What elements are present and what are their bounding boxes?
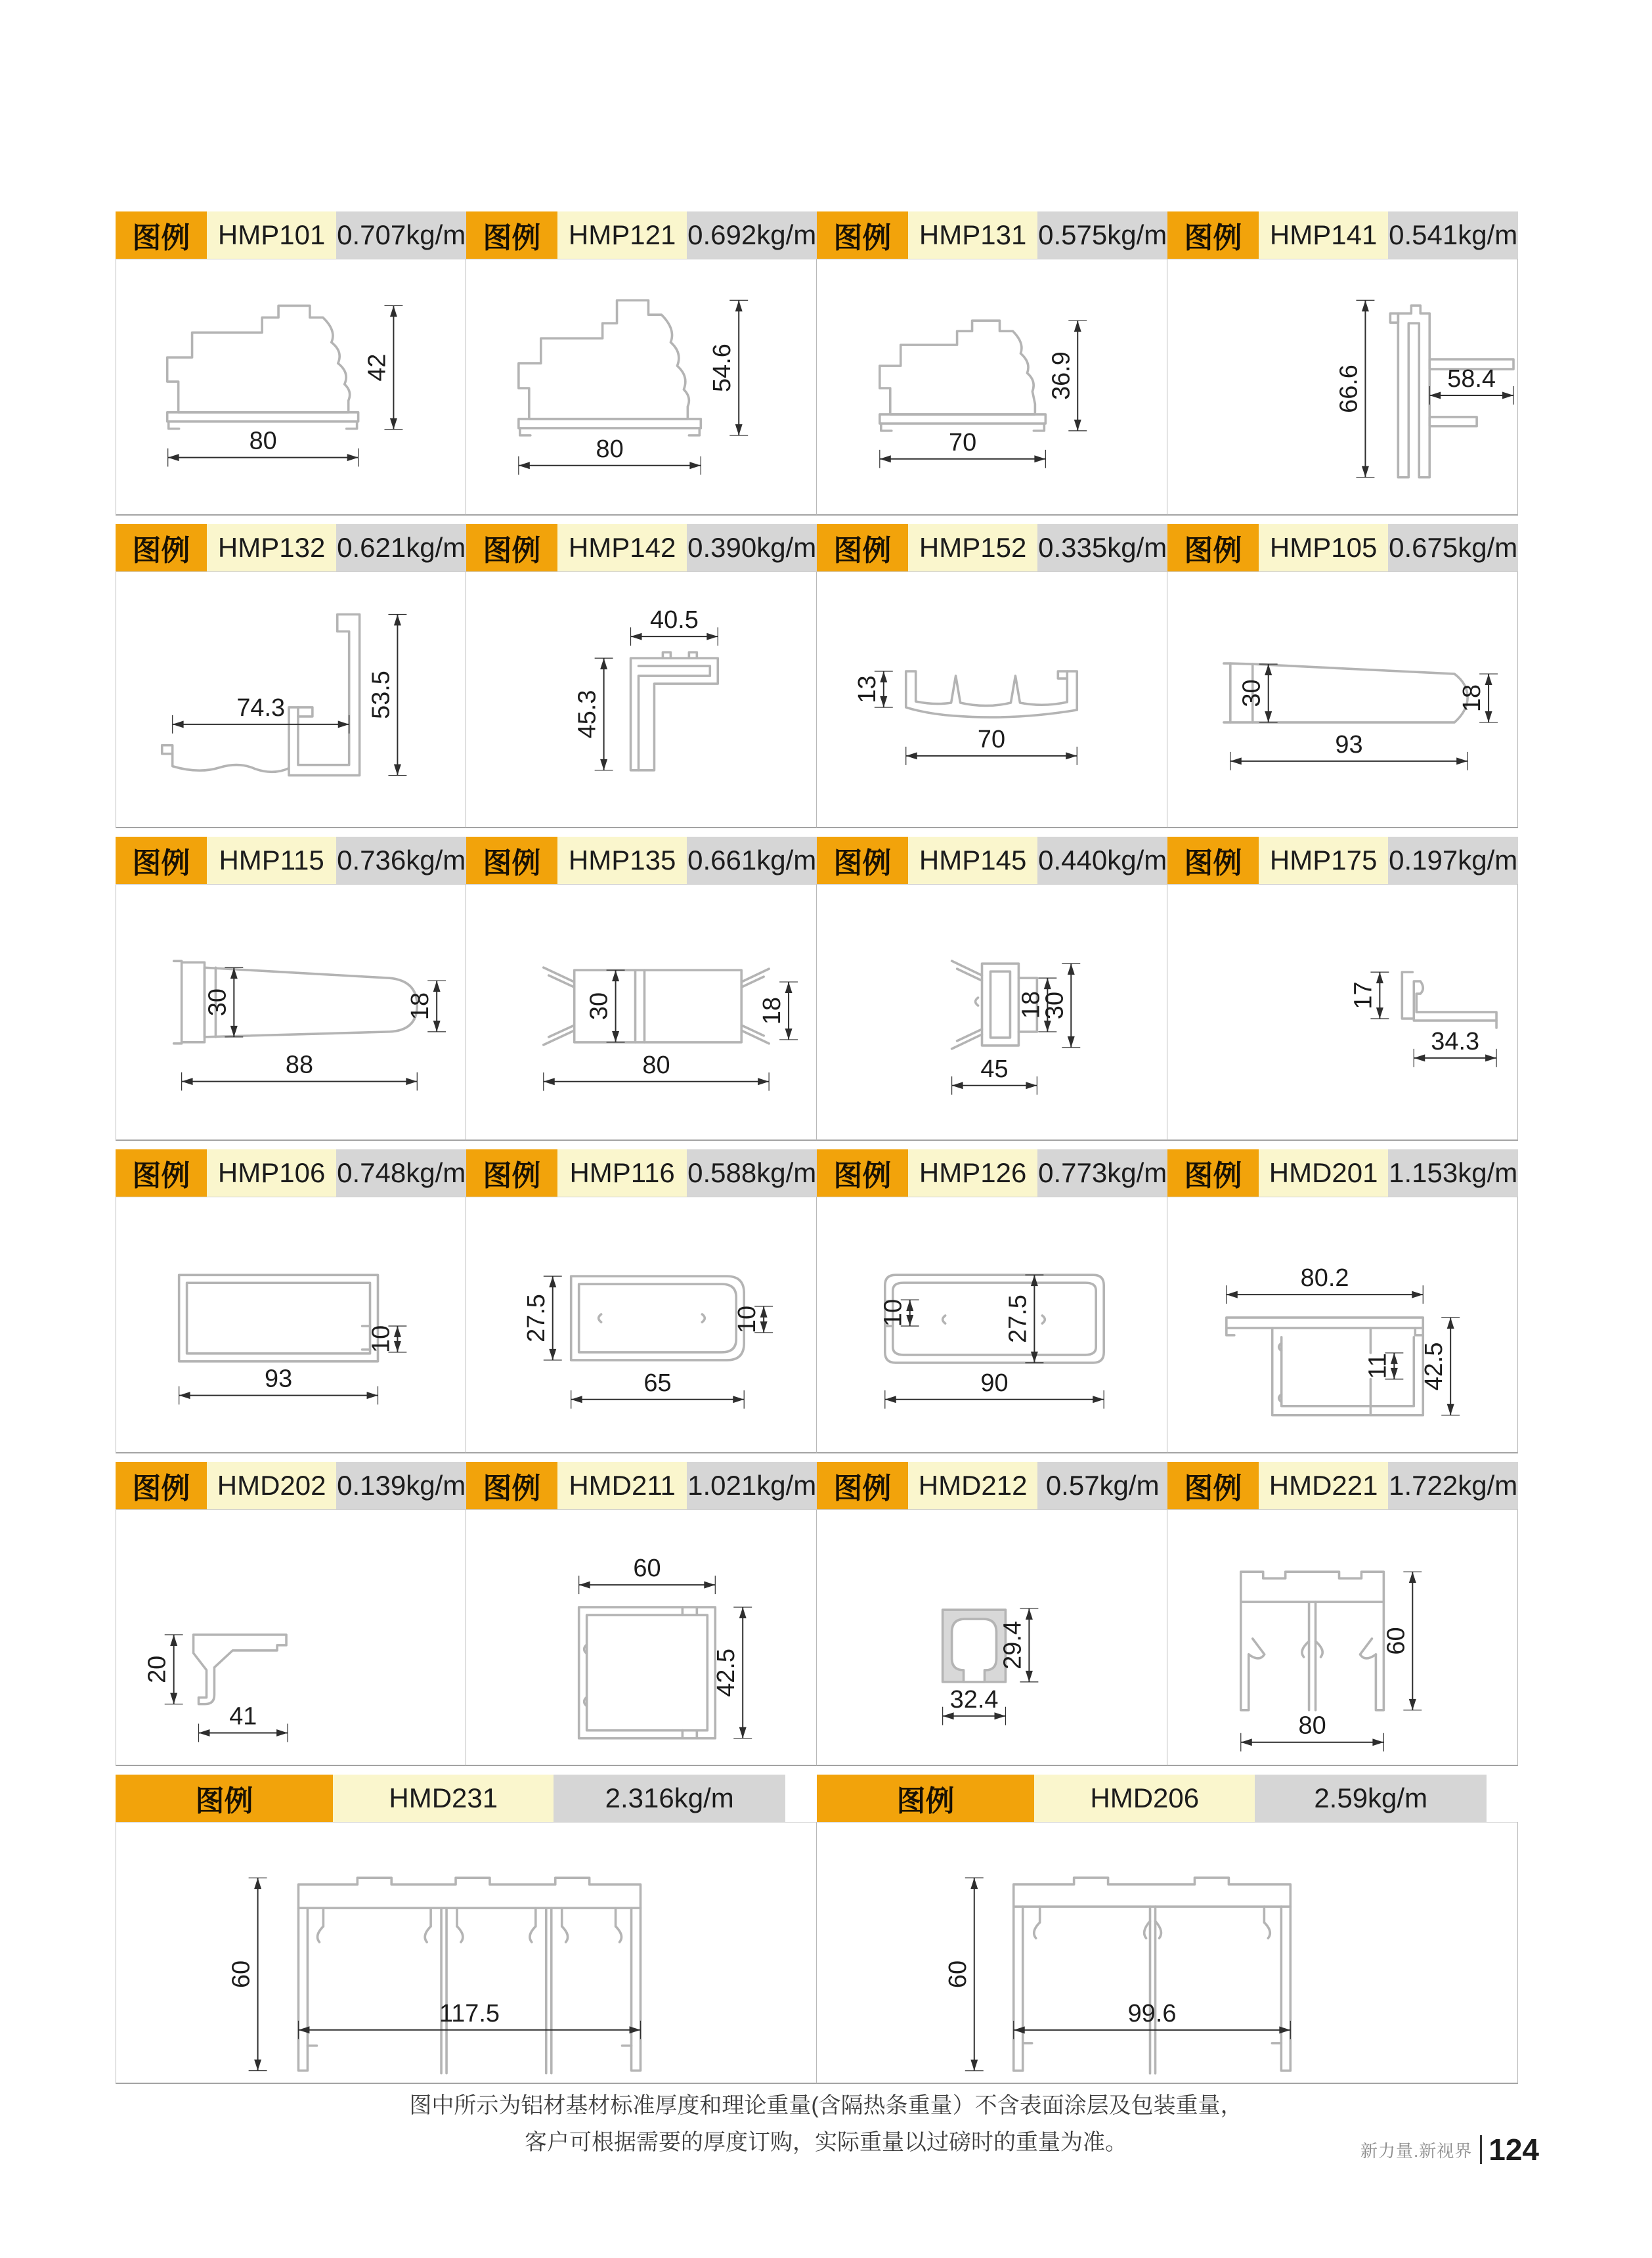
profile-cell-HMD202 bbox=[116, 1462, 466, 1766]
svg-text:11: 11 bbox=[1364, 1353, 1392, 1379]
profile-weight: 0.748kg/m bbox=[336, 1149, 466, 1197]
profile-code: HMP175 bbox=[1259, 837, 1389, 884]
svg-text:65: 65 bbox=[643, 1369, 672, 1397]
profile-weight: 0.773kg/m bbox=[1037, 1149, 1167, 1197]
svg-text:30: 30 bbox=[204, 988, 232, 1017]
svg-text:117.5: 117.5 bbox=[439, 1999, 500, 2027]
svg-text:10: 10 bbox=[367, 1325, 395, 1353]
svg-text:27.5: 27.5 bbox=[1004, 1295, 1032, 1343]
footer-divider-icon bbox=[1480, 2135, 1482, 2164]
profile-table bbox=[116, 211, 1518, 2092]
profile-drawing-area bbox=[116, 884, 466, 1141]
profile-drawing-area bbox=[116, 571, 466, 828]
profile-code: HMD212 bbox=[908, 1462, 1038, 1509]
profile-header bbox=[1167, 1149, 1518, 1197]
profile-drawing-area bbox=[116, 1822, 817, 2084]
svg-text:32.4: 32.4 bbox=[949, 1685, 999, 1714]
legend-label: 图例 bbox=[817, 1462, 908, 1509]
profile-cell-HMD212 bbox=[817, 1462, 1167, 1766]
svg-text:54.6: 54.6 bbox=[708, 343, 737, 392]
profile-header bbox=[116, 524, 466, 571]
profile-drawing-area bbox=[817, 1822, 1518, 2084]
profile-header bbox=[1167, 1462, 1518, 1509]
profile-weight: 1.153kg/m bbox=[1388, 1149, 1518, 1197]
legend-label: 图例 bbox=[116, 1149, 207, 1197]
legend-label: 图例 bbox=[116, 211, 207, 259]
svg-text:93: 93 bbox=[265, 1365, 293, 1393]
svg-text:13: 13 bbox=[853, 675, 881, 703]
profile-weight: 2.59kg/m bbox=[1255, 1775, 1486, 1822]
profile-cell-HMD211 bbox=[466, 1462, 817, 1766]
profile-code: HMD202 bbox=[207, 1462, 337, 1509]
profile-code: HMP135 bbox=[557, 837, 687, 884]
svg-text:30: 30 bbox=[1041, 991, 1069, 1020]
profile-cell-HMP115 bbox=[116, 837, 466, 1141]
legend-label: 图例 bbox=[466, 837, 557, 884]
svg-text:99.6: 99.6 bbox=[1127, 1999, 1177, 2027]
profile-code: HMP126 bbox=[908, 1149, 1038, 1197]
legend-label: 图例 bbox=[817, 1149, 908, 1197]
profile-weight: 0.390kg/m bbox=[687, 524, 817, 571]
svg-text:30: 30 bbox=[585, 992, 613, 1021]
svg-text:45: 45 bbox=[980, 1055, 1009, 1083]
profile-cell-HMD206 bbox=[817, 1775, 1518, 2084]
profile-header bbox=[116, 1775, 817, 1822]
profile-drawing-HMD201 bbox=[1167, 1197, 1517, 1452]
profile-header bbox=[817, 1149, 1167, 1197]
profile-code: HMP145 bbox=[908, 837, 1038, 884]
profile-weight: 0.588kg/m bbox=[687, 1149, 817, 1197]
profile-weight: 1.021kg/m bbox=[687, 1462, 817, 1509]
profile-drawing-area bbox=[1167, 884, 1518, 1141]
profile-drawing-area bbox=[466, 1197, 817, 1453]
profile-drawing-HMP105 bbox=[1167, 572, 1517, 827]
svg-text:10: 10 bbox=[879, 1298, 907, 1327]
profile-drawing-area bbox=[466, 259, 817, 516]
footnote-line2: 客户可根据需要的厚度订购，实际重量以过磅时的重量为准。 bbox=[525, 2130, 1127, 2155]
svg-text:18: 18 bbox=[406, 992, 435, 1021]
profile-weight: 0.675kg/m bbox=[1388, 524, 1518, 571]
profile-cell-HMD201 bbox=[1167, 1149, 1518, 1453]
profile-drawing-HMP152 bbox=[817, 572, 1167, 827]
profile-drawing-HMP132 bbox=[116, 572, 466, 827]
profile-code: HMP142 bbox=[557, 524, 687, 571]
profile-header bbox=[466, 211, 817, 259]
profile-code: HMD231 bbox=[333, 1775, 554, 1822]
profile-code: HMP105 bbox=[1259, 524, 1389, 571]
legend-label: 图例 bbox=[1167, 524, 1259, 571]
profile-drawing-area bbox=[817, 1509, 1167, 1766]
legend-label: 图例 bbox=[116, 524, 207, 571]
svg-text:10: 10 bbox=[733, 1305, 762, 1334]
svg-text:42.5: 42.5 bbox=[712, 1649, 741, 1697]
profile-drawing-HMP126 bbox=[817, 1197, 1167, 1452]
legend-label: 图例 bbox=[1167, 1462, 1259, 1509]
profile-weight: 1.722kg/m bbox=[1388, 1462, 1518, 1509]
svg-text:34.3: 34.3 bbox=[1431, 1027, 1480, 1055]
svg-text:42.5: 42.5 bbox=[1420, 1342, 1448, 1391]
profile-row bbox=[116, 211, 1518, 516]
svg-text:45.3: 45.3 bbox=[573, 690, 601, 739]
profile-code: HMP121 bbox=[557, 211, 687, 259]
profile-drawing-area bbox=[1167, 1197, 1518, 1453]
profile-weight: 0.736kg/m bbox=[336, 837, 466, 884]
profile-header bbox=[817, 211, 1167, 259]
profile-drawing-area bbox=[817, 1197, 1167, 1453]
profile-drawing-area bbox=[1167, 1509, 1518, 1766]
legend-label: 图例 bbox=[466, 211, 557, 259]
profile-code: HMD201 bbox=[1259, 1149, 1389, 1197]
legend-label: 图例 bbox=[1167, 837, 1259, 884]
profile-drawing-area bbox=[817, 884, 1167, 1141]
profile-drawing-area bbox=[1167, 259, 1518, 516]
svg-text:60: 60 bbox=[944, 1960, 972, 1989]
profile-drawing-HMD202 bbox=[116, 1510, 466, 1765]
header-filler bbox=[1487, 1775, 1518, 1822]
svg-text:60: 60 bbox=[1382, 1627, 1410, 1655]
svg-text:70: 70 bbox=[977, 725, 1006, 753]
profile-drawing-HMP121 bbox=[466, 259, 816, 514]
svg-text:53.5: 53.5 bbox=[367, 671, 395, 719]
profile-drawing-area bbox=[116, 1509, 466, 1766]
legend-label: 图例 bbox=[817, 524, 908, 571]
profile-code: HMP132 bbox=[207, 524, 337, 571]
svg-text:80: 80 bbox=[642, 1051, 670, 1079]
profile-drawing-area bbox=[116, 259, 466, 516]
profile-drawing-HMP145 bbox=[817, 885, 1167, 1140]
svg-text:29.4: 29.4 bbox=[999, 1621, 1027, 1670]
svg-text:90: 90 bbox=[980, 1369, 1009, 1397]
profile-header bbox=[1167, 837, 1518, 884]
svg-text:74.3: 74.3 bbox=[236, 694, 286, 722]
profile-weight: 0.541kg/m bbox=[1388, 211, 1518, 259]
profile-drawing-area bbox=[817, 259, 1167, 516]
profile-code: HMP131 bbox=[908, 211, 1038, 259]
profile-header bbox=[466, 1462, 817, 1509]
profile-cell-HMP135 bbox=[466, 837, 817, 1141]
legend-label: 图例 bbox=[1167, 1149, 1259, 1197]
profile-code: HMP101 bbox=[207, 211, 337, 259]
profile-drawing-HMP175 bbox=[1167, 885, 1517, 1140]
profile-weight: 0.661kg/m bbox=[687, 837, 817, 884]
profile-header bbox=[1167, 524, 1518, 571]
svg-text:80: 80 bbox=[249, 427, 277, 455]
profile-weight: 0.621kg/m bbox=[336, 524, 466, 571]
profile-drawing-area bbox=[466, 884, 817, 1141]
profile-code: HMP116 bbox=[557, 1149, 687, 1197]
profile-drawing-area bbox=[466, 1509, 817, 1766]
profile-header bbox=[116, 211, 466, 259]
svg-text:18: 18 bbox=[1017, 990, 1045, 1019]
profile-cell-HMP175 bbox=[1167, 837, 1518, 1141]
profile-drawing-HMP135 bbox=[466, 885, 816, 1140]
profile-header bbox=[817, 1462, 1167, 1509]
svg-text:60: 60 bbox=[633, 1555, 661, 1583]
profile-drawing-HMP106 bbox=[116, 1197, 466, 1452]
svg-text:80.2: 80.2 bbox=[1300, 1264, 1349, 1293]
profile-cell-HMP141 bbox=[1167, 211, 1518, 516]
profile-header bbox=[466, 524, 817, 571]
profile-code: HMD221 bbox=[1259, 1462, 1389, 1509]
profile-drawing-HMP141 bbox=[1167, 259, 1517, 514]
profile-cell-HMP142 bbox=[466, 524, 817, 828]
profile-row bbox=[116, 1462, 1518, 1766]
profile-drawing-HMP142 bbox=[466, 572, 816, 827]
profile-cell-HMP145 bbox=[817, 837, 1167, 1141]
profile-weight: 0.692kg/m bbox=[687, 211, 817, 259]
profile-cell-HMP126 bbox=[817, 1149, 1167, 1453]
svg-text:41: 41 bbox=[229, 1702, 257, 1731]
profile-drawing-HMP115 bbox=[116, 885, 466, 1140]
svg-text:93: 93 bbox=[1335, 730, 1363, 759]
profile-cell-HMD221 bbox=[1167, 1462, 1518, 1766]
profile-cell-HMP152 bbox=[817, 524, 1167, 828]
profile-weight: 0.575kg/m bbox=[1037, 211, 1167, 259]
profile-code: HMP141 bbox=[1259, 211, 1389, 259]
profile-drawing-HMP116 bbox=[466, 1197, 816, 1452]
svg-text:70: 70 bbox=[948, 428, 977, 456]
profile-code: HMP115 bbox=[207, 837, 337, 884]
profile-cell-HMP101 bbox=[116, 211, 466, 516]
legend-label: 图例 bbox=[116, 837, 207, 884]
svg-text:18: 18 bbox=[758, 996, 787, 1025]
profile-cell-HMP105 bbox=[1167, 524, 1518, 828]
profile-row bbox=[116, 837, 1518, 1141]
profile-header bbox=[116, 1462, 466, 1509]
profile-weight: 0.197kg/m bbox=[1388, 837, 1518, 884]
profile-weight: 0.707kg/m bbox=[336, 211, 466, 259]
header-filler bbox=[785, 1775, 817, 1822]
legend-label: 图例 bbox=[116, 1462, 207, 1509]
svg-text:80: 80 bbox=[1298, 1712, 1326, 1740]
svg-text:66.6: 66.6 bbox=[1335, 365, 1363, 413]
svg-text:36.9: 36.9 bbox=[1047, 351, 1076, 400]
footnote-line1: 图中所示为铝材基材标准厚度和理论重量(含隔热条重量）不含表面涂层及包装重量， bbox=[409, 2093, 1243, 2118]
svg-text:20: 20 bbox=[143, 1655, 171, 1683]
profile-drawing-HMP101 bbox=[116, 259, 466, 514]
legend-label: 图例 bbox=[466, 1149, 557, 1197]
profile-code: HMD211 bbox=[557, 1462, 687, 1509]
svg-text:42: 42 bbox=[363, 353, 391, 382]
profile-drawing-HMP131 bbox=[817, 259, 1167, 514]
profile-weight: 0.139kg/m bbox=[336, 1462, 466, 1509]
legend-label: 图例 bbox=[466, 1462, 557, 1509]
page-footer bbox=[1360, 2132, 1539, 2167]
profile-header bbox=[116, 1149, 466, 1197]
profile-header bbox=[817, 524, 1167, 571]
profile-code: HMD206 bbox=[1034, 1775, 1255, 1822]
profile-header bbox=[1167, 211, 1518, 259]
svg-text:17: 17 bbox=[1349, 981, 1378, 1009]
brand-text: 新力量.新视界 bbox=[1360, 2140, 1473, 2161]
profile-header bbox=[817, 837, 1167, 884]
profile-drawing-HMD212 bbox=[817, 1510, 1167, 1765]
legend-label: 图例 bbox=[817, 211, 908, 259]
profile-weight: 0.440kg/m bbox=[1037, 837, 1167, 884]
profile-cell-HMP116 bbox=[466, 1149, 817, 1453]
profile-code: HMP152 bbox=[908, 524, 1038, 571]
legend-label: 图例 bbox=[817, 837, 908, 884]
profile-drawing-area bbox=[817, 571, 1167, 828]
svg-text:80: 80 bbox=[596, 435, 624, 463]
profile-row bbox=[116, 524, 1518, 828]
profile-drawing-HMD206 bbox=[817, 1823, 1517, 2083]
profile-row bbox=[116, 1149, 1518, 1453]
profile-cell-HMP132 bbox=[116, 524, 466, 828]
profile-cell-HMP121 bbox=[466, 211, 817, 516]
page-number: 124 bbox=[1489, 2133, 1539, 2167]
profile-weight: 0.57kg/m bbox=[1037, 1462, 1167, 1509]
svg-text:30: 30 bbox=[1238, 679, 1266, 707]
profile-row bbox=[116, 1775, 1518, 2084]
profile-drawing-HMD231 bbox=[116, 1823, 816, 2083]
profile-weight: 2.316kg/m bbox=[554, 1775, 785, 1822]
svg-text:88: 88 bbox=[285, 1051, 314, 1079]
legend-label: 图例 bbox=[466, 524, 557, 571]
legend-label: 图例 bbox=[1167, 211, 1259, 259]
profile-cell-HMP131 bbox=[817, 211, 1167, 516]
profile-header bbox=[466, 1149, 817, 1197]
profile-header bbox=[116, 837, 466, 884]
svg-text:18: 18 bbox=[1458, 684, 1487, 713]
profile-drawing-area bbox=[1167, 571, 1518, 828]
profile-drawing-HMD221 bbox=[1167, 1510, 1517, 1765]
legend-label: 图例 bbox=[817, 1775, 1034, 1822]
profile-header bbox=[817, 1775, 1518, 1822]
profile-drawing-HMD211 bbox=[466, 1510, 816, 1765]
profile-cell-HMD231 bbox=[116, 1775, 817, 2084]
profile-drawing-area bbox=[116, 1197, 466, 1453]
profile-drawing-area bbox=[466, 571, 817, 828]
profile-code: HMP106 bbox=[207, 1149, 337, 1197]
profile-cell-HMP106 bbox=[116, 1149, 466, 1453]
svg-text:40.5: 40.5 bbox=[650, 606, 699, 634]
profile-weight: 0.335kg/m bbox=[1037, 524, 1167, 571]
svg-text:60: 60 bbox=[227, 1960, 255, 1989]
svg-text:58.4: 58.4 bbox=[1447, 365, 1496, 393]
svg-text:27.5: 27.5 bbox=[522, 1294, 550, 1342]
profile-header bbox=[466, 837, 817, 884]
legend-label: 图例 bbox=[116, 1775, 333, 1822]
